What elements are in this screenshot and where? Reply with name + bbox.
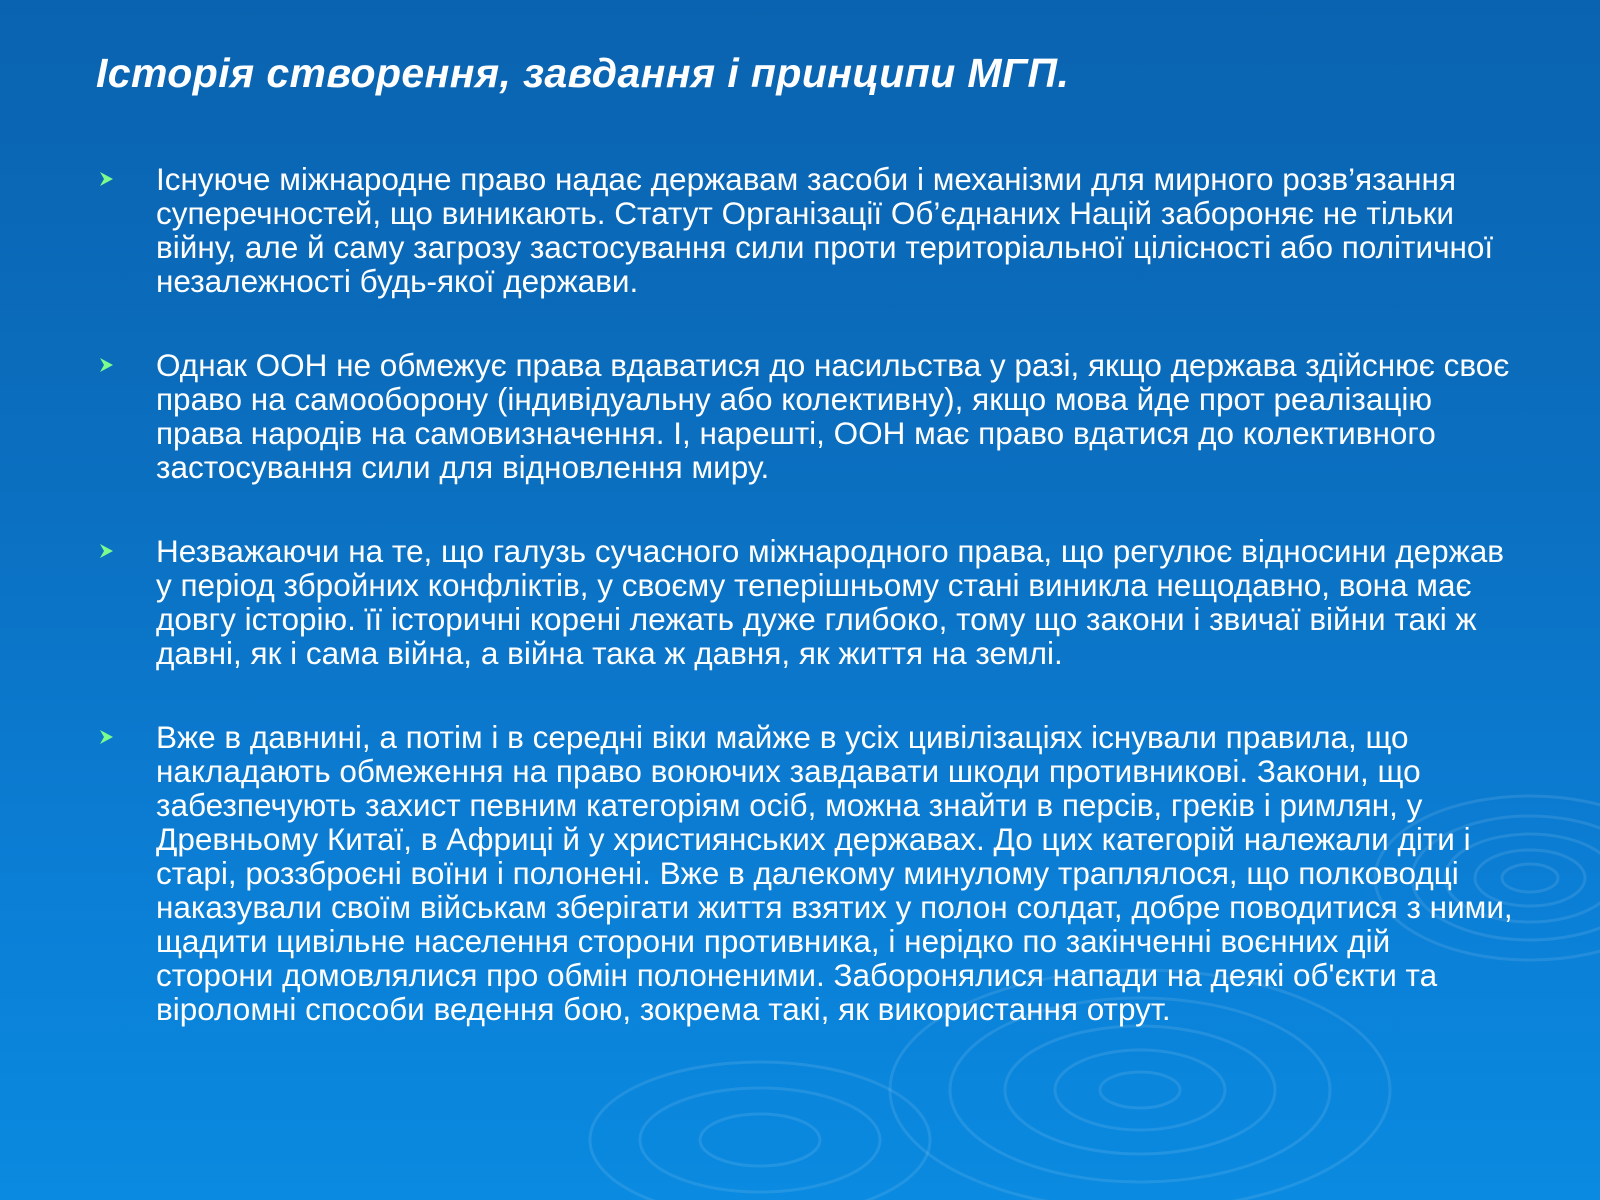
- bullet-item: [96, 348, 1516, 484]
- bullet-text: Однак ООН не обмежує права вдаватися до насильства у разі, якщо держава здійснює своє право на самооборону (індивідуальну або колективну), якщо мова йде прот реалізацію права народів на самовизначення. І, нарешті, ООН має право вдатися до колективного застосування сили для відновлення миру.: [156, 347, 1510, 485]
- bullet-list: [96, 162, 1516, 1026]
- arrowhead-bullet-icon: [96, 727, 116, 747]
- bullet-text: Вже в давнині, а потім і в середні віки майже в усіх цивілізаціях існували правила, що накладають обмеження на право воюючих завдавати шкоди противникові. Закони, що забезпечують захист певним категоріям осіб, можна знайти в персів, греків і римлян, у Древньому Китаї, в Африці й у християнських державах. До цих категорій належали діти і старі, роззброєні воїни і полонені. Вже в далекому минулому траплялося, що полководці наказували своїм військам зберігати життя взятих у полон солдат, добре поводитися з ними, щадити цивільне населення сторони противника, і нерідко по закінченні воєнних дій сторони домовлялися про обмін полоненими. Заборонялися напади на деякі об'єкти та віроломні способи ведення бою, зокрема такі, як використання отрут.: [156, 719, 1513, 1027]
- arrowhead-bullet-icon: [96, 541, 116, 561]
- arrowhead-bullet-icon: [96, 355, 116, 375]
- bullet-item: [96, 720, 1516, 1026]
- slide-title: Історія створення, завдання і принципи МГП.: [96, 50, 1070, 96]
- bullet-item: [96, 534, 1516, 670]
- bullet-text: Існуюче міжнародне право надає державам засоби і механізми для мирного розв’язання суперечностей, що виникають. Статут Організації Об’єднаних Націй забороняє не тільки війну, але й саму загрозу застосування сили проти територіальної цілісності або політичної незалежності будь-якої держави.: [156, 161, 1494, 299]
- bullet-item: [96, 162, 1516, 298]
- bullet-text: Незважаючи на те, що галузь сучасного міжнародного права, що регулює відносини держав у період збройних конфліктів, у своєму теперішньому стані виникла нещодавно, вона має довгу історію. її історичні корені лежать дуже глибоко, тому що закони і звичаї війни такі ж давні, як і сама війна, а війна така ж давня, як життя на землі.: [156, 533, 1504, 671]
- arrowhead-bullet-icon: [96, 169, 116, 189]
